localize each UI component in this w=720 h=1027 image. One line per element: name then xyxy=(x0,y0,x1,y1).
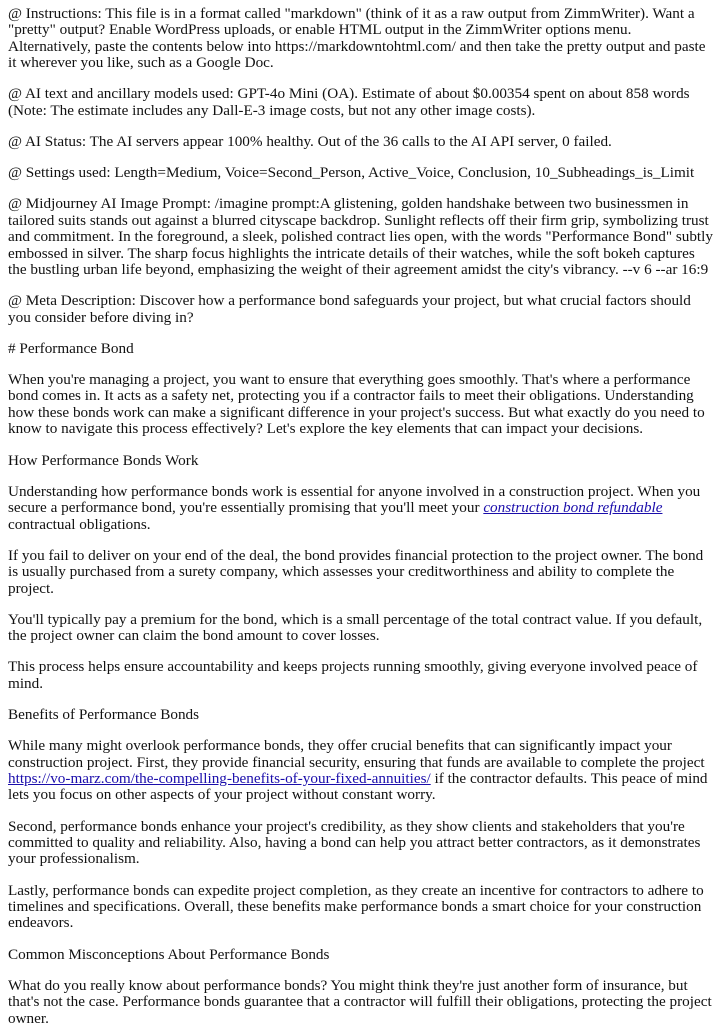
fixed-annuities-link[interactable]: https://vo-marz.com/the-compelling-benefits-of-your-fixed-annuities/ xyxy=(8,769,431,787)
benefits-paragraph-1-text-before: While many might overlook performance bonds, they offer crucial benefits that can significantly impact your construction project. First, they provide financial security, ensuring that funds are available to complete the project xyxy=(8,737,705,771)
benefits-paragraph-3: Lastly, performance bonds can expedite project completion, as they create an incentive for contractors to adhere to timelines and specifications. Overall, these benefits make performance bonds a smart choice for your construction endeavors. xyxy=(8,881,704,932)
misconceptions-paragraph-1: What do you really know about performance bonds? You might think they're just another form of insurance, but that's not the case. Performance bonds guarantee that a contractor will fulfill their obligations, protecting the project owner. xyxy=(8,976,712,1027)
benefits-paragraph-1 xyxy=(8,738,714,804)
settings-paragraph: @ Settings used: Length=Medium, Voice=Second_Person, Active_Voice, Conclusion, 10_Subheadings_is_Limit xyxy=(8,164,695,182)
heading-misconceptions: Common Misconceptions About Performance Bonds xyxy=(8,945,330,963)
how-paragraph-1 xyxy=(8,484,714,533)
heading-benefits: Benefits of Performance Bonds xyxy=(8,705,200,723)
how-paragraph-4: This process helps ensure accountability and keeps projects running smoothly, giving everyone involved peace of mind. xyxy=(8,658,698,692)
models-paragraph: @ AI text and ancillary models used: GPT-4o Mini (OA). Estimate of about $0.00354 spent on about 858 words (Note: The estimate includes any Dall-E-3 image costs, but not any other image costs). xyxy=(8,85,690,119)
midjourney-prompt-paragraph: @ Midjourney AI Image Prompt: /imagine prompt:A glistening, golden handshake between two businessmen in tailored suits stands out against a blurred cityscape backdrop. Sunlight reflects off their firm grip, symbolizing trust and commitment. In the foreground, a sleek, polished contract lies open, with the words "Performance Bond" subtly embossed in silver. The sharp focus highlights the intricate details of their watches, while the soft bokeh captures the bustling urban life beyond, emphasizing the weight of their agreement amidst the city's vibrancy. --v 6 --ar 16:9 xyxy=(8,195,713,279)
construction-bond-refundable-link[interactable]: construction bond refundable xyxy=(483,499,663,517)
how-paragraph-1-text-before: Understanding how performance bonds work is essential for anyone involved in a construction project. When you secure a performance bond, you're essentially promising that you'll meet your xyxy=(8,482,701,517)
heading-how-bonds-work: How Performance Bonds Work xyxy=(8,451,199,469)
benefits-paragraph-2: Second, performance bonds enhance your project's credibility, as they show clients and stakeholders that you're committed to quality and reliability. Also, having a bond can help you attract better contractors, as it demonstrates your professionalism. xyxy=(8,817,701,868)
how-paragraph-3: You'll typically pay a premium for the bond, which is a small percentage of the total contract value. If you default, the project owner can claim the bond amount to cover losses. xyxy=(8,610,703,645)
status-paragraph: @ AI Status: The AI servers appear 100% healthy. Out of the 36 calls to the AI API server, 0 failed. xyxy=(8,133,612,151)
instructions-paragraph: @ Instructions: This file is in a format called "markdown" (think of it as a raw output from ZimmWriter). Want a "pretty" output? Enable WordPress uploads, or enable HTML output in the ZimmWriter options menu. Alternatively, paste the contents below into https://markdowntohtml.com/ and then take the pretty output and paste it wherever you like, such as a Google Doc. xyxy=(8,5,706,72)
how-paragraph-1-text-after: contractual obligations. xyxy=(8,515,151,533)
meta-description-paragraph: @ Meta Description: Discover how a performance bond safeguards your project, but what crucial factors should you consider before diving in? xyxy=(8,292,691,326)
article-title: # Performance Bond xyxy=(8,339,134,357)
intro-paragraph: When you're managing a project, you want to ensure that everything goes smoothly. That's where a performance bond comes in. It acts as a safety net, protecting you if a contractor fails to meet their obligations. Understanding how these bonds work can make a significant difference in your project's success. But what exactly do you need to know to navigate this process effectively? Let's explore the key elements that can impact your decisions. xyxy=(8,371,705,438)
benefits-paragraph-1-text-after: if the contractor defaults. This peace of mind lets you focus on other aspects of your project without constant worry. xyxy=(8,769,708,804)
how-paragraph-2: If you fail to deliver on your end of the deal, the bond provides financial protection to the project owner. The bond is usually purchased from a surety company, which assesses your creditworthiness and ability to complete the project. xyxy=(8,546,704,597)
